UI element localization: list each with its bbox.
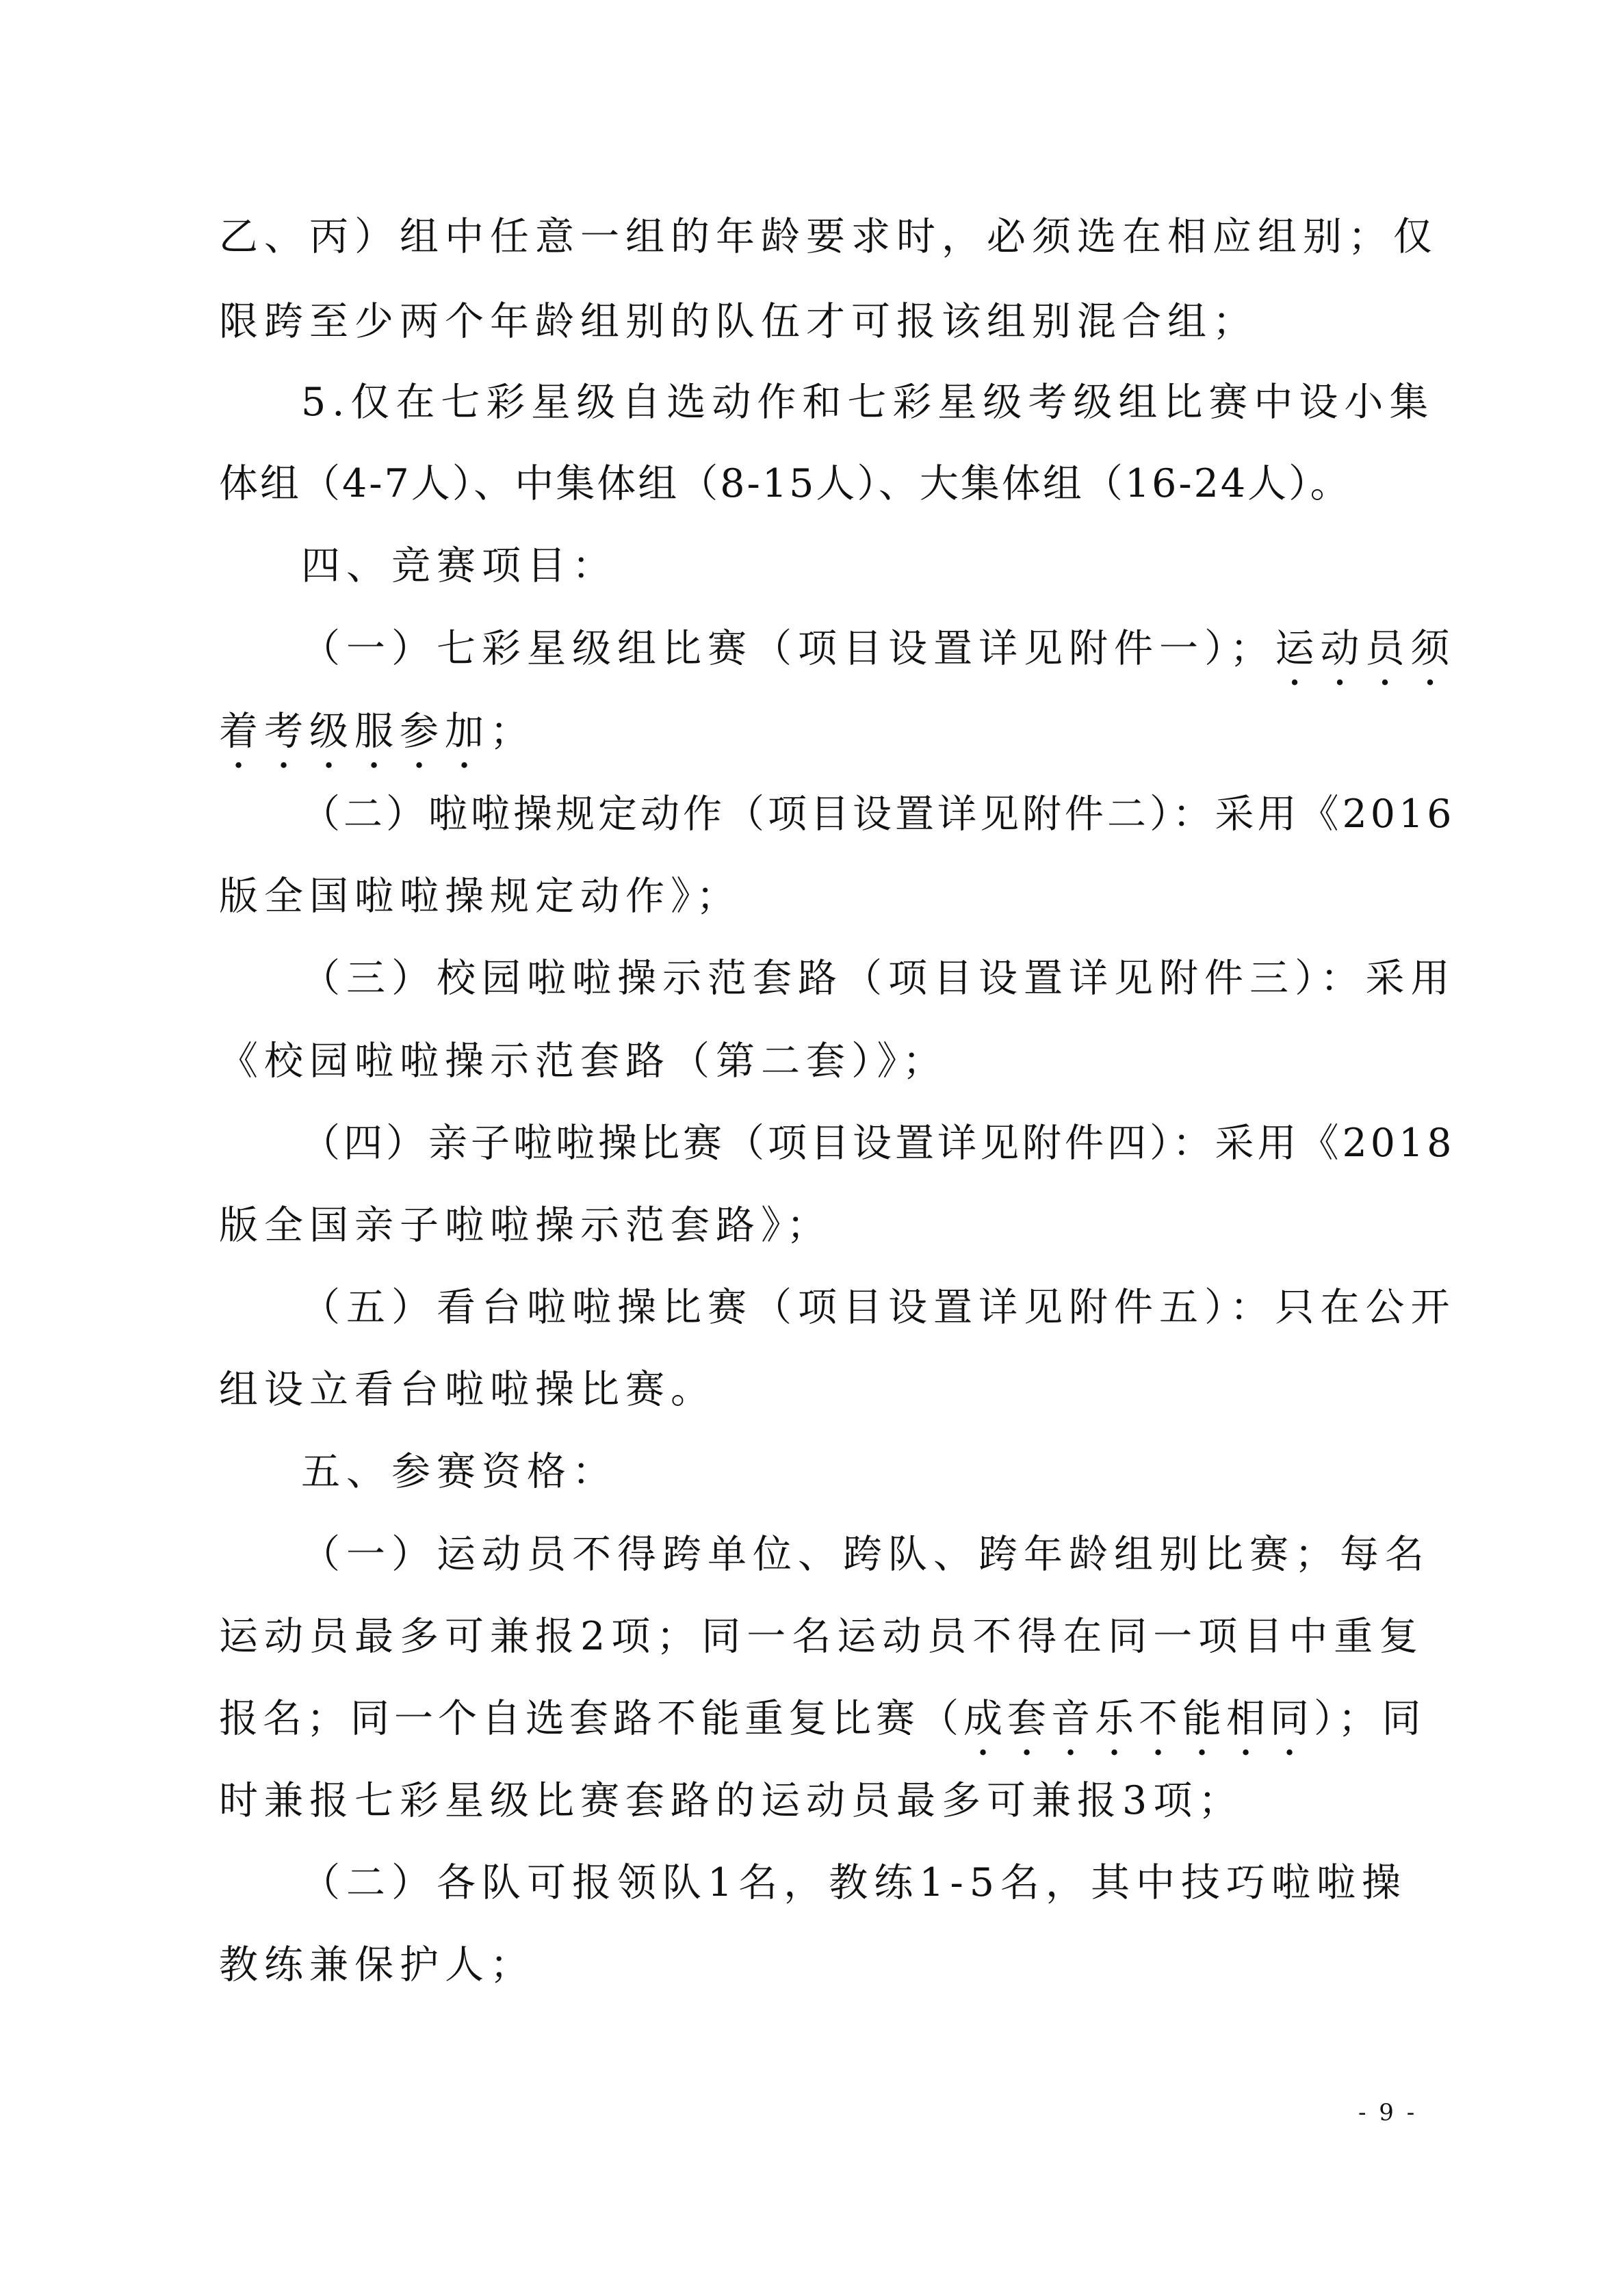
paragraph-line: （二）啦啦操规定动作（项目设置详见附件二）：采用《2016 [301,792,1455,837]
paragraph-line: （五）看台啦啦操比赛（项目设置详见附件五）：只在公开 [301,1285,1456,1330]
paragraph-line [219,1691,1426,1746]
paragraph-line: 教练兼保护人； [219,1942,535,1987]
paragraph-line: 运动员最多可兼报2项；同一名运动员不得在同一项目中重复 [219,1614,1425,1659]
paragraph-line: 5.仅在七彩星级自选动作和七彩星级考级组比赛中设小集 [301,380,1435,425]
paragraph-line: 限跨至少两个年龄组别的队伍才可报该组别混合组； [219,299,1258,344]
page-number: - 9 - [1358,2099,1418,2126]
section-heading: 四、竞赛项目： [301,543,617,588]
paragraph-line: （三）校园啦啦操示范套路（项目设置详见附件三）：采用 [301,956,1456,1001]
paragraph-line: 版全国啦啦操规定动作》； [219,874,742,919]
line-text: ；同 [1338,1696,1426,1741]
emphasized-text: （成套音乐不能相同） [920,1696,1338,1741]
emphasized-text: 运动员须 [1275,626,1456,671]
paragraph-line: 《校园啦啦操示范套路（第二套）》； [219,1039,948,1084]
paragraph-line: （一）运动员不得跨单位、跨队、跨年龄组别比赛；每名 [301,1532,1430,1577]
paragraph-line [301,621,1456,676]
paragraph-line: 组设立看台啦啦操比赛。 [219,1367,716,1412]
paragraph-line: 体组（4-7人）、中集体组（8-15人）、大集体组（16-24人）。 [219,461,1351,506]
paragraph-line: （二）各队可报领队1名，教练1-5名，其中技巧啦啦操 [301,1860,1408,1905]
paragraph-line: （四）亲子啦啦操比赛（项目设置详见附件四）：采用《2018 [301,1121,1455,1166]
paragraph-line: 乙、丙）组中任意一组的年龄要求时，必须选在相应组别；仅 [219,214,1438,259]
paragraph-line: 时兼报七彩星级比赛套路的运动员最多可兼报3项； [219,1778,1244,1823]
line-text: 报名；同一个自选套路不能重复比赛 [219,1696,920,1741]
section-heading: 五、参赛资格： [301,1449,617,1494]
paragraph-line [219,704,535,759]
paragraph-line: 版全国亲子啦啦操示范套路》； [219,1203,832,1248]
emphasized-text: 着考级服参加 [219,709,490,754]
line-text: ； [490,709,535,754]
line-text: （一）七彩星级组比赛（项目设置详见附件一）； [301,626,1275,671]
